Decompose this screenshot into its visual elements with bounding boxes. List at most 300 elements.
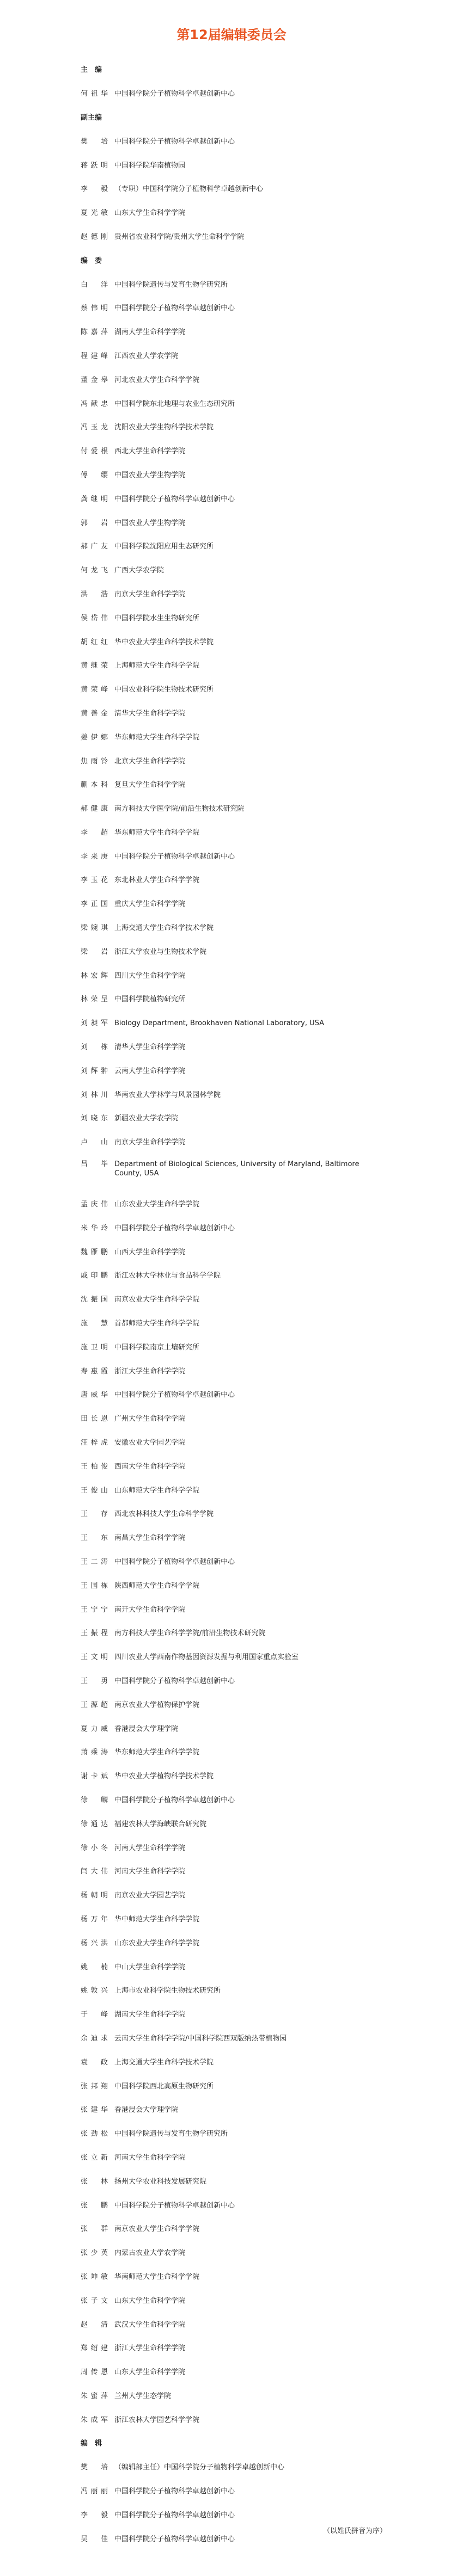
member-affiliation: 西南大学生命科学学院 — [114, 1462, 186, 1471]
member-row — [0, 1455, 463, 1478]
member-row — [0, 2027, 463, 2051]
member-name: 夏力威 — [81, 1724, 108, 1733]
member-name: 黄荣峰 — [81, 686, 108, 694]
member-name: 王宁宁 — [81, 1605, 108, 1614]
member-name: 王文明 — [81, 1653, 108, 1662]
member-name: 王 东 — [81, 1534, 108, 1543]
member-affiliation: 中国科学院遗传与发育生物学研究所 — [114, 2130, 228, 2139]
member-affiliation: 贵州省农业科学院/贵州大学生命科学学院 — [114, 232, 245, 241]
member-name: 郝广友 — [81, 543, 108, 551]
member-row — [0, 1860, 463, 1884]
member-affiliation: 山东农业大学生命科学学院 — [114, 1200, 200, 1209]
member-affiliation: 山东大学生命科学学院 — [114, 2368, 186, 2377]
member-name: 陈嘉萍 — [81, 328, 108, 337]
member-affiliation: 中国科学院分子植物科学卓越创新中心 — [114, 137, 235, 146]
member-name: 刘昶军 — [81, 1019, 108, 1028]
member-row — [0, 988, 463, 1012]
member-name: 王 存 — [81, 1510, 108, 1519]
member-affiliation: 华中农业大学植物科学技术学院 — [114, 1772, 214, 1781]
member-affiliation: 中国科学院分子植物科学卓越创新中心 — [114, 90, 235, 98]
member-row — [0, 2193, 463, 2217]
member-name: 王俊山 — [81, 1486, 108, 1495]
member-name: 谢卡斌 — [81, 1772, 108, 1781]
member-name: 李正国 — [81, 900, 108, 909]
member-name: 李 超 — [81, 828, 108, 837]
member-affiliation: 中国农业大学生物学院 — [114, 519, 186, 527]
member-row — [0, 2289, 463, 2313]
member-affiliation: 复旦大学生命科学学院 — [114, 781, 186, 790]
member-name: 梁 岩 — [81, 947, 108, 956]
member-affiliation: 四川农业大学西南作物基因资源发掘与利用国家重点实验室 — [114, 1653, 299, 1662]
member-affiliation: 河南大学生命科学学院 — [114, 1844, 186, 1852]
member-affiliation: 中国科学院分子植物科学卓越创新中心 — [114, 2201, 235, 2210]
member-affiliation: 中国科学院分子植物科学卓越创新中心 — [114, 852, 235, 861]
member-row — [0, 1812, 463, 1836]
member-row — [0, 1931, 463, 1955]
member-row — [0, 2050, 463, 2074]
member-row — [0, 725, 463, 749]
member-row — [0, 583, 463, 607]
member-affiliation: 山西大学生命科学学院 — [114, 1248, 186, 1256]
member-row — [0, 606, 463, 630]
member-affiliation: 中国科学院分子植物科学卓越创新中心 — [114, 2487, 235, 2496]
member-row — [0, 1407, 463, 1431]
member-row — [0, 630, 463, 654]
member-name: 郭 岩 — [81, 519, 108, 527]
member-affiliation: 华南农业大学林学与风景园林学院 — [114, 1090, 221, 1099]
member-affiliation: 中国科学院遗传与发育生物学研究所 — [114, 280, 228, 289]
member-affiliation: 中国科学院分子植物科学卓越创新中心 — [114, 304, 235, 313]
member-name: 孟庆伟 — [81, 1200, 108, 1209]
committee-list — [0, 58, 463, 2551]
member-row — [0, 153, 463, 177]
member-row — [0, 892, 463, 916]
member-row — [0, 964, 463, 988]
member-name: 施卫明 — [81, 1343, 108, 1352]
member-name: 徐小冬 — [81, 1844, 108, 1852]
member-affiliation: 中国科学院分子植物科学卓越创新中心 — [114, 1224, 235, 1232]
member-name: 周传恩 — [81, 2368, 108, 2377]
member-affiliation: 福建农林大学海峡联合研究院 — [114, 1820, 207, 1828]
member-name: 程建峰 — [81, 352, 108, 360]
member-row — [0, 1036, 463, 1059]
member-affiliation: Department of Biological Sciences, University of Maryland, Baltimore County, USA — [114, 1160, 360, 1178]
member-row — [0, 1884, 463, 1908]
member-name: 于 峰 — [81, 2011, 108, 2019]
member-name: 张 群 — [81, 2225, 108, 2234]
member-row — [0, 1502, 463, 1526]
member-row — [0, 2265, 463, 2289]
section-heading: 编 辑 — [81, 2439, 102, 2448]
member-row — [0, 1155, 463, 1193]
member-name: 朱成军 — [81, 2415, 108, 2424]
member-row — [0, 821, 463, 845]
member-row — [0, 1574, 463, 1598]
member-row — [0, 1240, 463, 1264]
member-name: 米华玲 — [81, 1224, 108, 1232]
member-name: 李来庚 — [81, 852, 108, 861]
member-name: 张立新 — [81, 2153, 108, 2162]
member-row — [0, 2480, 463, 2504]
member-row — [0, 392, 463, 416]
member-name: 樊 培 — [81, 2463, 108, 2472]
member-affiliation: 南方科技大学医学院/前沿生物技术研究院 — [114, 805, 245, 814]
member-row — [0, 130, 463, 153]
member-row — [0, 2003, 463, 2027]
member-name: 蒯本科 — [81, 781, 108, 790]
member-name: 李 毅 — [81, 185, 108, 194]
member-affiliation: 中国科学院分子植物科学卓越创新中心 — [114, 1796, 235, 1804]
member-affiliation: 山东大学生命科学学院 — [114, 2296, 186, 2305]
member-name: 张建华 — [81, 2106, 108, 2115]
member-affiliation: 湖南大学生命科学学院 — [114, 2011, 186, 2019]
member-affiliation: 河南大学生命科学学院 — [114, 1868, 186, 1876]
member-affiliation: 华南师范大学生命科学学院 — [114, 2272, 200, 2281]
member-name: 吴 佳 — [81, 2535, 108, 2543]
member-affiliation: 中国科学院沈阳应用生态研究所 — [114, 543, 214, 551]
member-affiliation: 四川大学生命科学学院 — [114, 971, 186, 980]
member-affiliation: 兰州大学生态学院 — [114, 2392, 172, 2400]
member-name: 姜伊娜 — [81, 733, 108, 742]
member-row — [0, 1526, 463, 1550]
member-affiliation: 湖南大学生命科学学院 — [114, 328, 186, 337]
member-affiliation: 中国科学院西北高原生物研究所 — [114, 2082, 214, 2091]
member-affiliation: 中国科学院分子植物科学卓越创新中心 — [114, 2535, 235, 2543]
member-row — [0, 1478, 463, 1502]
member-affiliation: 浙江大学生命科学学院 — [114, 1367, 186, 1376]
member-affiliation: 中国农业大学生物学院 — [114, 471, 186, 479]
member-row — [0, 1012, 463, 1036]
member-row — [0, 1107, 463, 1131]
member-name: 刘晓东 — [81, 1114, 108, 1123]
member-name: 张坤敏 — [81, 2272, 108, 2281]
section-heading: 副主编 — [81, 113, 102, 122]
member-affiliation: 江西农业大学农学院 — [114, 352, 179, 360]
member-name: 刘林川 — [81, 1090, 108, 1099]
member-row — [0, 1059, 463, 1083]
member-name: 姚敦兴 — [81, 1987, 108, 1995]
member-name: 王国栋 — [81, 1581, 108, 1590]
member-name: 魏雁鹏 — [81, 1248, 108, 1256]
member-name: 傅 缨 — [81, 471, 108, 479]
member-affiliation: 华中师范大学生命科学学院 — [114, 1915, 200, 1924]
member-row — [0, 1193, 463, 1217]
member-affiliation: 香港浸会大学理学院 — [114, 1724, 179, 1733]
member-name: 夏光敏 — [81, 209, 108, 218]
member-name: 林宏辉 — [81, 971, 108, 980]
member-row — [0, 1431, 463, 1455]
member-affiliation: 上海交通大学生命科学技术学院 — [114, 2058, 214, 2067]
member-row — [0, 702, 463, 726]
member-affiliation: 南京农业大学生命科学学院 — [114, 1296, 200, 1304]
member-row — [0, 1979, 463, 2003]
member-affiliation: 山东大学生命科学学院 — [114, 209, 186, 218]
member-name: 黄继荣 — [81, 662, 108, 670]
member-name: 付爱根 — [81, 447, 108, 456]
member-name: 梁婉琪 — [81, 924, 108, 933]
member-row — [0, 797, 463, 821]
member-row — [0, 1955, 463, 1979]
member-row — [0, 2503, 463, 2527]
member-affiliation: 香港浸会大学理学院 — [114, 2106, 179, 2115]
section-heading: 主 编 — [81, 66, 102, 75]
member-name: 杨朝明 — [81, 1891, 108, 1900]
member-row — [0, 2098, 463, 2122]
member-row — [0, 535, 463, 559]
member-name: 张劲松 — [81, 2130, 108, 2139]
member-name: 郝健康 — [81, 805, 108, 814]
member-row — [0, 1836, 463, 1860]
member-affiliation: 沈阳农业大学生物科学技术学院 — [114, 423, 214, 432]
member-affiliation: 云南大学生命科学学院 — [114, 1067, 186, 1075]
member-affiliation: 广西大学农学院 — [114, 566, 165, 575]
member-name: 张 林 — [81, 2177, 108, 2186]
member-row — [0, 321, 463, 344]
member-name: 闫大伟 — [81, 1868, 108, 1876]
member-name: 朱蜜萍 — [81, 2392, 108, 2400]
member-name: 白 洋 — [81, 280, 108, 289]
member-row — [0, 2217, 463, 2241]
member-name: 刘辉翀 — [81, 1067, 108, 1075]
member-affiliation: 浙江农林大学园艺科学学院 — [114, 2415, 200, 2424]
member-affiliation: 南京农业大学园艺学院 — [114, 1891, 186, 1900]
member-row — [0, 868, 463, 892]
member-row — [0, 1908, 463, 1932]
member-row — [0, 1264, 463, 1288]
member-affiliation: Biology Department, Brookhaven National Laboratory, USA — [114, 1019, 325, 1028]
member-row — [0, 2241, 463, 2265]
member-row — [0, 2313, 463, 2337]
member-row — [0, 1765, 463, 1789]
member-name: 余迪求 — [81, 2034, 108, 2043]
member-name: 姚 楠 — [81, 1963, 108, 1971]
member-name: 袁 政 — [81, 2058, 108, 2067]
member-affiliation: 中国农业科学院生物技术研究所 — [114, 686, 214, 694]
member-row — [0, 2122, 463, 2146]
member-name: 汪梓虎 — [81, 1439, 108, 1447]
member-row — [0, 2384, 463, 2408]
member-name: 刘 栋 — [81, 1043, 108, 1052]
member-affiliation: 新疆农业大学农学院 — [114, 1114, 179, 1123]
member-affiliation: 内蒙古农业大学农学院 — [114, 2249, 186, 2258]
member-affiliation: 北京大学生命科学学院 — [114, 757, 186, 766]
member-name: 王 勇 — [81, 1677, 108, 1685]
member-row — [0, 2146, 463, 2170]
member-row — [0, 1693, 463, 1717]
member-row — [0, 1083, 463, 1107]
member-row — [0, 1131, 463, 1155]
member-row — [0, 177, 463, 201]
member-affiliation: 中国科学院分子植物科学卓越创新中心 — [114, 1677, 235, 1685]
member-affiliation: 华东师范大学生命科学学院 — [114, 733, 200, 742]
member-affiliation: 西北农林科技大学生命科学学院 — [114, 1510, 214, 1519]
member-affiliation: 广州大学生命科学学院 — [114, 1415, 186, 1423]
member-name: 寿惠霞 — [81, 1367, 108, 1376]
member-affiliation: 华东师范大学生命科学学院 — [114, 828, 200, 837]
member-row — [0, 368, 463, 392]
member-affiliation: 浙江农林大学林业与食品科学学院 — [114, 1272, 221, 1280]
member-row — [0, 2074, 463, 2098]
member-name: 杨兴洪 — [81, 1939, 108, 1948]
member-row — [0, 1717, 463, 1741]
member-row — [0, 225, 463, 249]
member-name: 施 慧 — [81, 1320, 108, 1328]
member-affiliation: 浙江大学生命科学学院 — [114, 2344, 186, 2353]
member-name: 李 毅 — [81, 2511, 108, 2519]
member-affiliation: 浙江大学农业与生物技术学院 — [114, 947, 207, 956]
member-affiliation: 河南大学生命科学学院 — [114, 2153, 186, 2162]
member-name: 张邦翔 — [81, 2082, 108, 2091]
member-affiliation: 中国科学院植物研究所 — [114, 995, 186, 1004]
member-affiliation: 上海市农业科学院生物技术研究所 — [114, 1987, 221, 1995]
member-name: 徐 麟 — [81, 1796, 108, 1804]
member-row — [0, 2527, 463, 2551]
member-affiliation: 南昌大学生命科学学院 — [114, 1534, 186, 1543]
member-row — [0, 1312, 463, 1336]
member-affiliation: 南京大学生命科学学院 — [114, 1138, 186, 1147]
member-affiliation: 安徽农业大学园艺学院 — [114, 1439, 186, 1447]
member-affiliation: （编辑部主任）中国科学院分子植物科学卓越创新中心 — [114, 2463, 285, 2472]
member-row — [0, 1741, 463, 1765]
member-affiliation: 南京农业大学植物保护学院 — [114, 1700, 200, 1709]
member-row — [0, 1550, 463, 1574]
member-name: 何龙飞 — [81, 566, 108, 575]
member-row — [0, 1288, 463, 1312]
member-row — [0, 416, 463, 440]
member-name: 徐通达 — [81, 1820, 108, 1828]
member-name: 黄善金 — [81, 709, 108, 718]
member-affiliation: 山东师范大学生命科学学院 — [114, 1486, 200, 1495]
member-affiliation: 东北林业大学生命科学学院 — [114, 876, 200, 885]
member-name: 龚继明 — [81, 495, 108, 503]
member-affiliation: 中国科学院分子植物科学卓越创新中心 — [114, 1558, 235, 1566]
member-name: 卢 山 — [81, 1138, 108, 1147]
member-affiliation: 上海交通大学生命科学技术学院 — [114, 924, 214, 933]
member-name: 王源超 — [81, 1700, 108, 1709]
member-row — [0, 1789, 463, 1813]
member-name: 林荣呈 — [81, 995, 108, 1004]
member-name: 郑绍建 — [81, 2344, 108, 2353]
member-affiliation: 华中农业大学生命科学技术学院 — [114, 638, 214, 646]
sort-order-note: （以姓氏拼音为序） — [322, 2527, 387, 2535]
member-row — [0, 511, 463, 535]
member-name: 洪 浩 — [81, 590, 108, 599]
member-name: 张少英 — [81, 2249, 108, 2258]
member-name: 王二涛 — [81, 1558, 108, 1566]
member-row — [0, 1646, 463, 1669]
member-row — [0, 1669, 463, 1693]
member-name: 何祖华 — [81, 90, 108, 98]
member-affiliation: 南京农业大学生命科学学院 — [114, 2225, 200, 2234]
member-name: 赵德刚 — [81, 232, 108, 241]
member-affiliation: 华东师范大学生命科学学院 — [114, 1748, 200, 1757]
member-row — [0, 1216, 463, 1240]
member-name: 冯献忠 — [81, 399, 108, 408]
member-row — [0, 1359, 463, 1383]
member-row — [0, 654, 463, 678]
member-row — [0, 2337, 463, 2361]
member-row — [0, 749, 463, 773]
member-row — [0, 487, 463, 511]
section-heading: 编 委 — [81, 256, 102, 265]
member-affiliation: 南开大学生命科学学院 — [114, 1605, 186, 1614]
member-row — [0, 1335, 463, 1359]
member-name: 蒋跃明 — [81, 161, 108, 170]
member-row — [0, 1598, 463, 1622]
member-affiliation: 中山大学生命科学学院 — [114, 1963, 186, 1971]
member-affiliation: 河北农业大学生命科学学院 — [114, 375, 200, 384]
member-affiliation: 武汉大学生命科学学院 — [114, 2320, 186, 2329]
member-name: 吕 毕 — [81, 1160, 108, 1168]
member-row — [0, 273, 463, 297]
member-row — [0, 2408, 463, 2432]
member-name: 杨万年 — [81, 1915, 108, 1924]
member-name: 王振程 — [81, 1629, 108, 1638]
member-row — [0, 773, 463, 797]
member-name: 胡红红 — [81, 638, 108, 646]
member-row — [0, 845, 463, 868]
member-row — [0, 297, 463, 321]
member-affiliation: 陕西师范大学生命科学学院 — [114, 1581, 200, 1590]
member-row — [0, 2456, 463, 2480]
member-row — [0, 940, 463, 964]
member-affiliation: 中国科学院分子植物科学卓越创新中心 — [114, 2511, 235, 2519]
member-name: 焦雨铃 — [81, 757, 108, 766]
member-name: 萧乘涛 — [81, 1748, 108, 1757]
member-name: 沈振国 — [81, 1296, 108, 1304]
member-affiliation: 西北大学生命科学学院 — [114, 447, 186, 456]
member-row — [0, 1622, 463, 1646]
member-name: 李玉花 — [81, 876, 108, 885]
member-affiliation: 中国科学院水生生物研究所 — [114, 614, 200, 623]
page-title: 第12届编辑委员会 — [176, 27, 287, 42]
member-name: 王柏俊 — [81, 1462, 108, 1471]
member-name: 樊 培 — [81, 137, 108, 146]
member-row — [0, 2361, 463, 2384]
member-affiliation: 云南大学生命科学学院/中国科学院西双版纳热带植物园 — [114, 2034, 287, 2043]
member-row — [0, 82, 463, 106]
member-row — [0, 916, 463, 940]
member-affiliation: （专职）中国科学院分子植物科学卓越创新中心 — [114, 185, 264, 194]
member-row — [0, 464, 463, 488]
member-affiliation: 中国科学院南京土壤研究所 — [114, 1343, 200, 1352]
member-affiliation: 南方科技大学生命科学学院/前沿生物技术研究院 — [114, 1629, 266, 1638]
member-affiliation: 中国科学院东北地理与农业生态研究所 — [114, 399, 235, 408]
member-row — [0, 1383, 463, 1407]
member-affiliation: 上海师范大学生命科学学院 — [114, 662, 200, 670]
member-name: 冯玉龙 — [81, 423, 108, 432]
member-name: 戚印鹏 — [81, 1272, 108, 1280]
member-affiliation: 中国科学院分子植物科学卓越创新中心 — [114, 495, 235, 503]
member-row — [0, 2170, 463, 2193]
member-name: 冯丽丽 — [81, 2487, 108, 2496]
member-name: 张子文 — [81, 2296, 108, 2305]
member-affiliation: 山东农业大学生命科学学院 — [114, 1939, 200, 1948]
member-row — [0, 440, 463, 464]
member-name: 唐威华 — [81, 1391, 108, 1400]
member-name: 赵 清 — [81, 2320, 108, 2329]
member-row — [0, 344, 463, 368]
member-affiliation: 南京大学生命科学学院 — [114, 590, 186, 599]
member-affiliation: 重庆大学生命科学学院 — [114, 900, 186, 909]
member-affiliation: 清华大学生命科学学院 — [114, 1043, 186, 1052]
member-affiliation: 中国科学院分子植物科学卓越创新中心 — [114, 1391, 235, 1400]
member-name: 蔡伟明 — [81, 304, 108, 313]
member-row — [0, 559, 463, 583]
member-row — [0, 201, 463, 225]
member-name: 田长恩 — [81, 1415, 108, 1423]
member-row — [0, 678, 463, 702]
